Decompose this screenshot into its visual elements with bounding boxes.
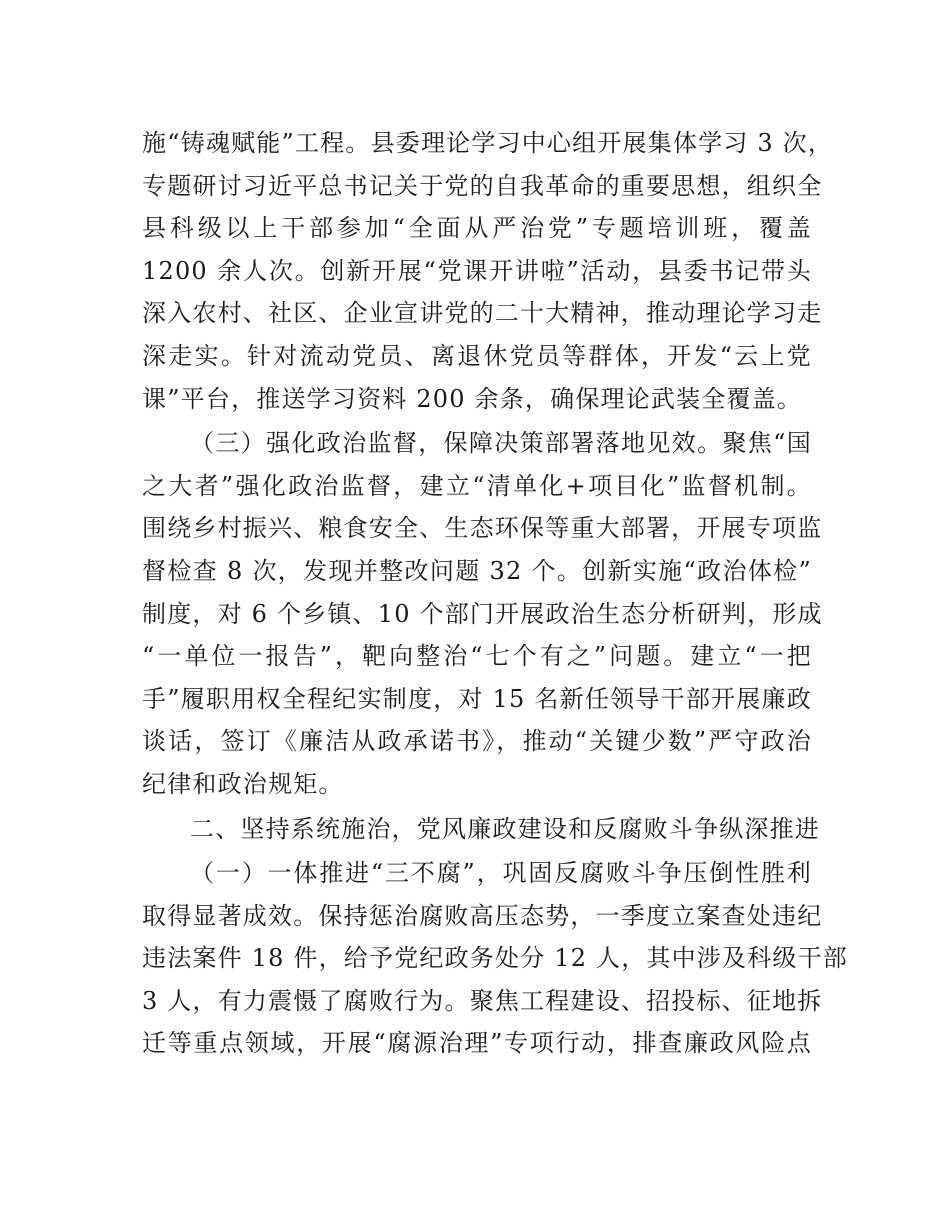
section-heading	[142, 808, 820, 851]
section-heading-text: 二、坚持系统施治，党风廉政建设和反腐败斗争纵深推进	[190, 814, 820, 843]
document-body	[142, 122, 848, 1065]
text-line: 督检查 8 次，发现并整改问题 32 个。创新实施“政治体检”	[142, 556, 812, 585]
text-line: 课”平台，推送学习资料 200 余条，确保理论武装全覆盖。	[142, 384, 803, 413]
text-line: 深走实。针对流动党员、离退休党员等群体，开发“云上党	[142, 341, 812, 370]
text-line: “一单位一报告”，靶向整治“七个有之”问题。建立“一把	[142, 642, 812, 671]
text-line: 专题研讨习近平总书记关于党的自我革命的重要思想，组织全	[142, 171, 823, 200]
text-line: 深入农村、社区、企业宣讲党的二十大精神，推动理论学习走	[142, 299, 823, 328]
text-line: 3 人，有力震慑了腐败行为。聚焦工程建设、招投标、征地拆	[142, 986, 823, 1015]
text-line: 谈话，签订《廉洁从政承诺书》，推动“关键少数”严守政治	[142, 727, 812, 756]
text-line: 施“铸魂赋能”工程。县委理论学习中心组开展集体学习 3 次，	[142, 129, 834, 157]
text-line: 之大者”强化政治监督，建立“清单化+项目化”监督机制。	[142, 471, 812, 500]
text-line: 制度，对 6 个乡镇、10 个部门开展政治生态分析研判，形成	[142, 599, 823, 628]
text-line: 违法案件 18 件，给予党纪政务处分 12 人，其中涉及科级干部	[142, 944, 848, 973]
text-line: 县科级以上干部参加“全面从严治党”专题培训班，覆盖	[142, 214, 812, 243]
text-line: 1200 余人次。创新开展“党课开讲啦”活动，县委书记带头	[142, 256, 812, 285]
paragraph-political-supervision	[142, 422, 823, 805]
text-line: 纪律和政治规矩。	[142, 769, 344, 798]
text-line: 迁等重点领域，开展“腐源治理”专项行动，排查廉政风险点	[142, 1029, 812, 1058]
text-line: 围绕乡村振兴、粮食安全、生态环保等重大部署，开展专项监	[142, 514, 823, 543]
text-line: （三）强化政治监督，保障决策部署落地见效。聚焦“国	[190, 429, 812, 458]
text-line: 手”履职用权全程纪实制度，对 15 名新任领导干部开展廉政	[142, 684, 812, 713]
text-line: 取得显著成效。保持惩治腐败高压态势，一季度立案查处违纪	[142, 901, 823, 930]
paragraph-theory-study	[142, 122, 834, 420]
paragraph-three-no-corruption	[142, 852, 848, 1065]
text-line: （一）一体推进“三不腐”，巩固反腐败斗争压倒性胜利	[190, 859, 812, 888]
